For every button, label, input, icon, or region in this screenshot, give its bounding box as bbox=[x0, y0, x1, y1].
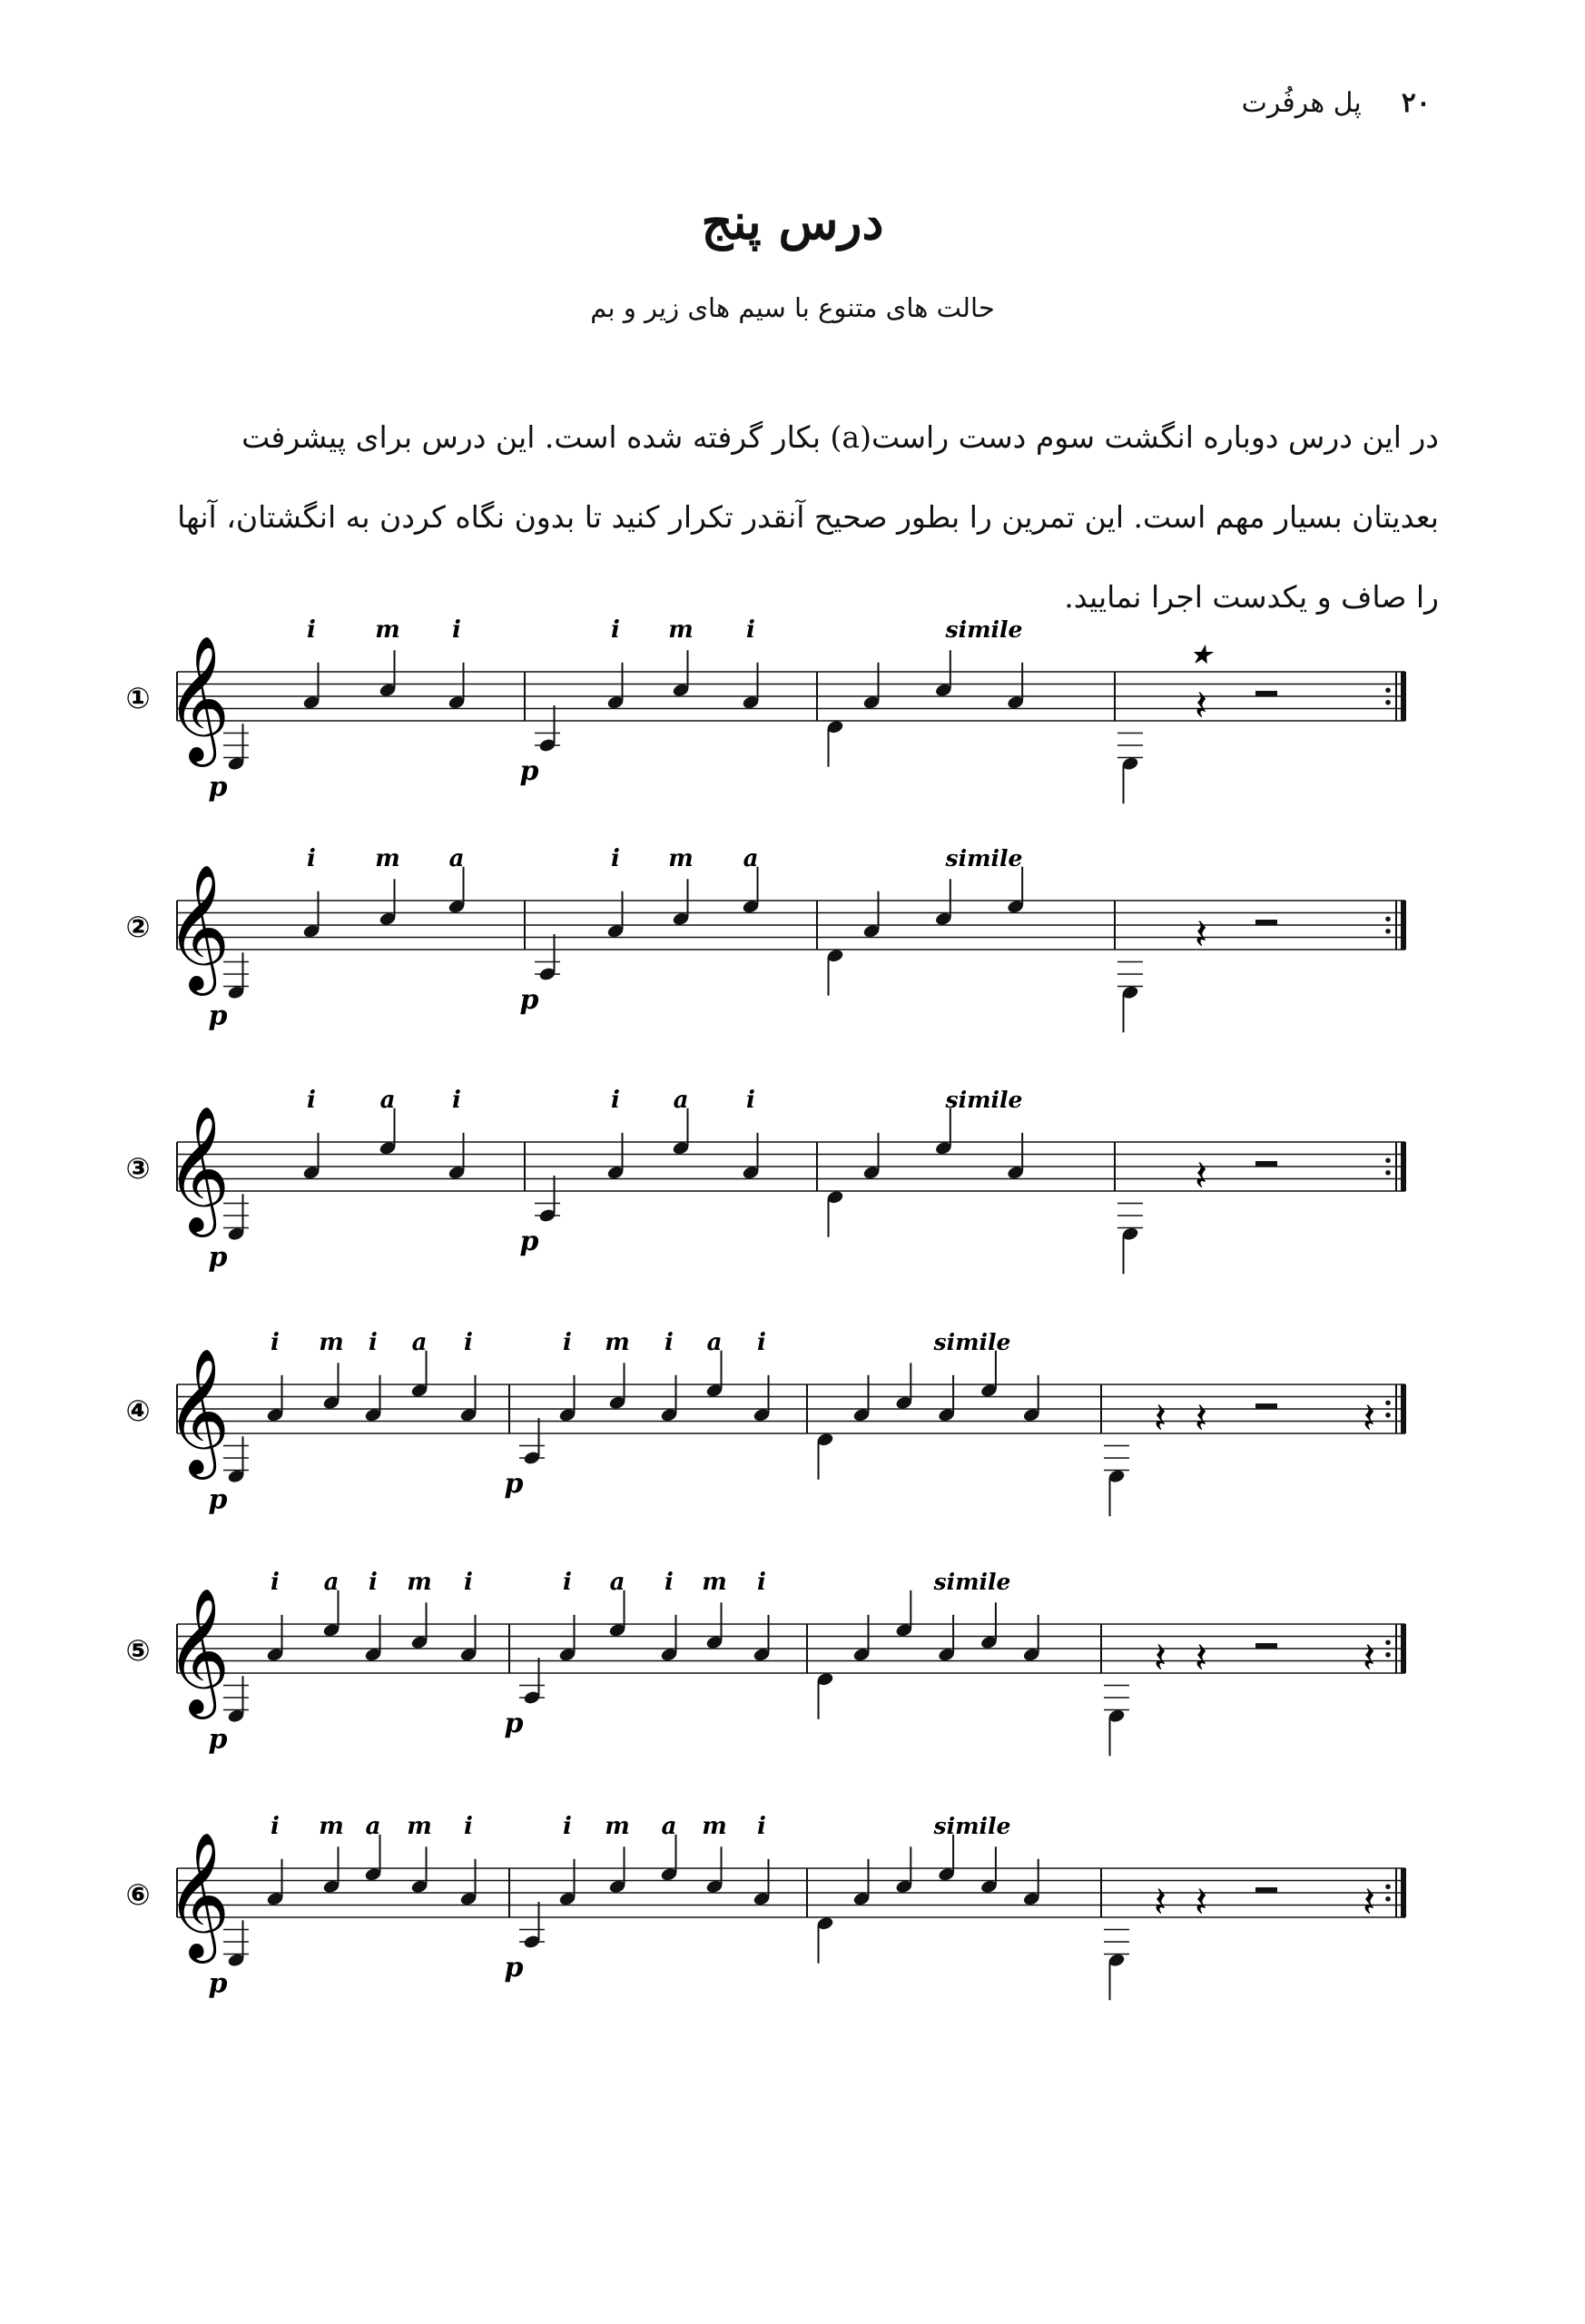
half-rest bbox=[1255, 1643, 1277, 1649]
fingering-letter: i bbox=[464, 1329, 473, 1356]
fingering-letter: i bbox=[757, 1813, 766, 1840]
fingering-letter: i bbox=[611, 616, 620, 644]
treble-clef: 𝄞 bbox=[165, 1348, 231, 1474]
exercise-1 bbox=[125, 616, 1406, 803]
fingering-letter: i bbox=[452, 616, 461, 644]
quarter-rest: 𝄽 bbox=[1194, 681, 1208, 731]
fingering-letter: i bbox=[307, 616, 316, 644]
bass-finger-p: p bbox=[519, 984, 539, 1016]
fingering-letter: a bbox=[448, 845, 465, 872]
page-number: ۲۰ bbox=[1401, 87, 1431, 119]
repeat-dot bbox=[1385, 1157, 1391, 1163]
exercise-number: ③ bbox=[125, 1151, 151, 1186]
repeat-dot bbox=[1385, 1170, 1391, 1176]
fingering-letter: a bbox=[609, 1569, 625, 1596]
fingering-letter: m bbox=[319, 1813, 344, 1840]
quarter-rest: 𝄽 bbox=[1194, 1877, 1208, 1927]
fingering-letter: i bbox=[757, 1569, 766, 1596]
fingering-letter: i bbox=[369, 1329, 378, 1356]
repeat-dot bbox=[1385, 1652, 1391, 1658]
repeat-dot bbox=[1385, 700, 1391, 705]
bass-finger-p: p bbox=[208, 771, 228, 803]
fingering-letter: a bbox=[379, 1087, 396, 1114]
simile-label: simile bbox=[933, 1569, 1011, 1595]
exercise-4 bbox=[125, 1329, 1406, 1516]
fingering-letter: a bbox=[743, 845, 759, 872]
star-marker: ★ bbox=[1190, 642, 1212, 669]
lesson-subtitle: حالت های متنوع با سیم های زیر و بم bbox=[590, 292, 995, 323]
lesson-title: درس پنج bbox=[701, 192, 884, 251]
intro-line-3: را صاف و یکدست اجرا نمایید. bbox=[1064, 579, 1439, 615]
barline-final-thick bbox=[1401, 901, 1406, 950]
fingering-letter: m bbox=[668, 845, 694, 872]
half-rest bbox=[1255, 1887, 1277, 1893]
fingering-letter: i bbox=[307, 1087, 316, 1114]
treble-clef: 𝄞 bbox=[165, 1588, 231, 1714]
repeat-dot bbox=[1385, 1400, 1391, 1405]
exercise-number: ⑤ bbox=[125, 1633, 151, 1668]
fingering-letter: i bbox=[563, 1569, 572, 1596]
fingering-letter: m bbox=[407, 1569, 432, 1596]
exercise-5 bbox=[125, 1569, 1406, 1756]
fingering-letter: a bbox=[673, 1087, 689, 1114]
bass-finger-p: p bbox=[208, 1483, 228, 1516]
quarter-rest: 𝄽 bbox=[1153, 1633, 1167, 1683]
fingering-letter: i bbox=[464, 1813, 473, 1840]
treble-clef: 𝄞 bbox=[165, 635, 231, 762]
repeat-dot bbox=[1385, 687, 1391, 693]
fingering-letter: i bbox=[665, 1329, 674, 1356]
repeat-dot bbox=[1385, 929, 1391, 934]
exercise-number: ① bbox=[125, 681, 151, 715]
half-rest bbox=[1255, 1161, 1277, 1167]
barline-final-thick bbox=[1401, 1624, 1406, 1673]
bass-finger-p: p bbox=[519, 755, 539, 787]
fingering-letter: i bbox=[271, 1813, 280, 1840]
treble-clef: 𝄞 bbox=[165, 864, 231, 990]
fingering-letter: i bbox=[757, 1329, 766, 1356]
bass-finger-p: p bbox=[208, 1723, 228, 1756]
repeat-dot bbox=[1385, 1896, 1391, 1902]
quarter-rest: 𝄽 bbox=[1153, 1877, 1167, 1927]
fingering-letter: i bbox=[563, 1813, 572, 1840]
fingering-letter: i bbox=[464, 1569, 473, 1596]
simile-label: simile bbox=[945, 1087, 1023, 1113]
fingering-letter: i bbox=[611, 845, 620, 872]
fingering-letter: m bbox=[375, 845, 400, 872]
quarter-rest: 𝄽 bbox=[1194, 1633, 1208, 1683]
bass-finger-p: p bbox=[504, 1952, 524, 1984]
half-rest bbox=[1255, 691, 1277, 696]
exercise-number: ④ bbox=[125, 1393, 151, 1428]
fingering-letter: m bbox=[702, 1813, 727, 1840]
exercise-6 bbox=[125, 1813, 1406, 2000]
quarter-rest: 𝄽 bbox=[1194, 1393, 1208, 1443]
fingering-letter: i bbox=[611, 1087, 620, 1114]
fingering-letter: a bbox=[706, 1329, 723, 1356]
fingering-letter: i bbox=[563, 1329, 572, 1356]
repeat-dot bbox=[1385, 1413, 1391, 1418]
repeat-dot bbox=[1385, 1640, 1391, 1645]
quarter-rest: 𝄽 bbox=[1362, 1393, 1376, 1443]
fingering-letter: i bbox=[452, 1087, 461, 1114]
bass-finger-p: p bbox=[208, 1967, 228, 2000]
bass-finger-p: p bbox=[519, 1226, 539, 1257]
quarter-rest: 𝄽 bbox=[1362, 1877, 1376, 1927]
fingering-letter: a bbox=[661, 1813, 677, 1840]
barline-final-thick bbox=[1401, 1868, 1406, 1917]
intro-line-2: بعدیتان بسیار مهم است. این تمرین را بطور صحیح آنقدر تکرار کنید تا بدون نگاه کردن به انگشتان، آنها bbox=[177, 499, 1439, 535]
bass-finger-p: p bbox=[208, 1241, 228, 1274]
treble-clef: 𝄞 bbox=[165, 1832, 231, 1958]
fingering-letter: i bbox=[307, 845, 316, 872]
fingering-letter: i bbox=[665, 1569, 674, 1596]
fingering-letter: a bbox=[411, 1329, 428, 1356]
fingering-letter: m bbox=[605, 1813, 630, 1840]
exercise-number: ② bbox=[125, 910, 151, 944]
quarter-rest: 𝄽 bbox=[1153, 1393, 1167, 1443]
fingering-letter: m bbox=[702, 1569, 727, 1596]
repeat-dot bbox=[1385, 916, 1391, 921]
fingering-letter: m bbox=[605, 1329, 630, 1356]
simile-label: simile bbox=[945, 845, 1023, 872]
exercise-number: ⑥ bbox=[125, 1877, 151, 1912]
simile-label: simile bbox=[933, 1329, 1011, 1355]
exercise-2 bbox=[125, 845, 1406, 1032]
half-rest bbox=[1255, 1403, 1277, 1409]
fingering-letter: a bbox=[365, 1813, 381, 1840]
bass-finger-p: p bbox=[504, 1708, 524, 1739]
fingering-letter: i bbox=[271, 1329, 280, 1356]
simile-label: simile bbox=[933, 1813, 1011, 1839]
barline-final-thick bbox=[1401, 1384, 1406, 1433]
bass-finger-p: p bbox=[208, 1000, 228, 1032]
fingering-letter: m bbox=[375, 616, 400, 644]
half-rest bbox=[1255, 920, 1277, 925]
fingering-letter: i bbox=[746, 1087, 755, 1114]
bass-finger-p: p bbox=[504, 1468, 524, 1500]
fingering-letter: m bbox=[668, 616, 694, 644]
fingering-letter: a bbox=[323, 1569, 340, 1596]
running-title: پل هرفُرت bbox=[1241, 87, 1362, 119]
quarter-rest: 𝄽 bbox=[1194, 910, 1208, 960]
fingering-letter: i bbox=[746, 616, 755, 644]
intro-line-1: در این درس دوباره انگشت سوم دست راست(a) بکار گرفته شده است. این درس برای پیشرفت bbox=[241, 419, 1439, 455]
fingering-letter: i bbox=[369, 1569, 378, 1596]
quarter-rest: 𝄽 bbox=[1194, 1151, 1208, 1201]
repeat-dot bbox=[1385, 1884, 1391, 1889]
barline-final-thick bbox=[1401, 672, 1406, 721]
fingering-letter: m bbox=[407, 1813, 432, 1840]
treble-clef: 𝄞 bbox=[165, 1106, 231, 1232]
barline-final-thick bbox=[1401, 1142, 1406, 1191]
fingering-letter: m bbox=[319, 1329, 344, 1356]
quarter-rest: 𝄽 bbox=[1362, 1633, 1376, 1683]
exercise-3 bbox=[125, 1087, 1406, 1274]
fingering-letter: i bbox=[271, 1569, 280, 1596]
simile-label: simile bbox=[945, 616, 1023, 643]
